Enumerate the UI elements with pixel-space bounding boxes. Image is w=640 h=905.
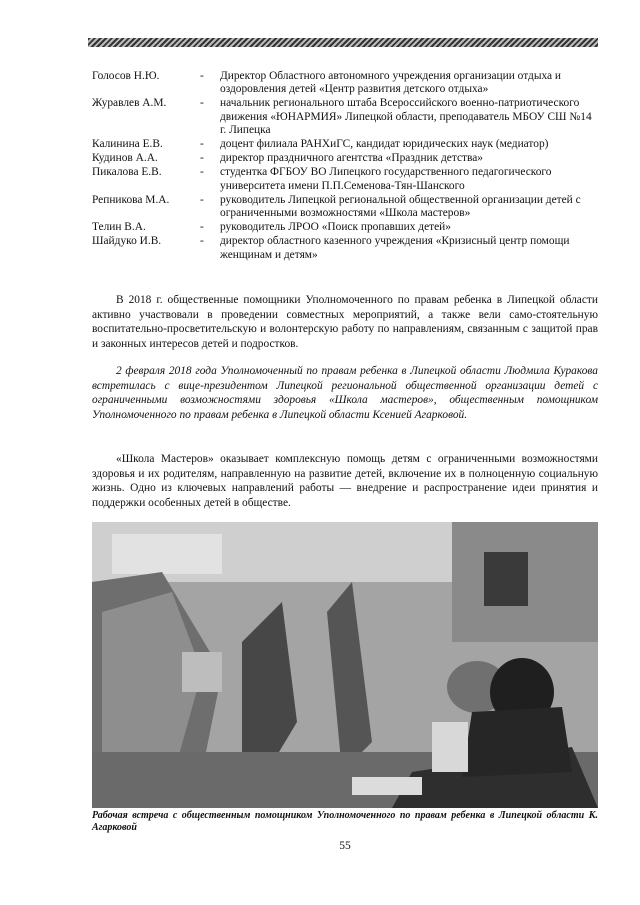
member-dash: - — [200, 235, 204, 248]
paragraph-school: «Школа Мастеров» оказывает комплексную помощь детям с ограниченными возможностями здоровья и их родителям, направленную на развитие детей, включение их в полноценную социальную жизнь. Одно из ключевых направлений работы — внедрение и распространение идеи принятия и поддержки особенных детей в обществе. — [92, 453, 598, 509]
member-name: Голосов Н.Ю. — [92, 70, 160, 82]
member-row — [92, 166, 598, 192]
member-name: Журавлев А.М. — [92, 97, 167, 110]
member-row — [92, 221, 598, 234]
member-role: руководитель Липецкой региональной общественной организации детей с ограниченными возможностями «Школа мастеров» — [220, 193, 581, 220]
member-dash: - — [200, 97, 204, 110]
member-name: Кудинов А.А. — [92, 152, 158, 165]
member-role: доцент филиала РАНХиГС, кандидат юридических наук (медиатор) — [220, 138, 549, 151]
member-row — [92, 97, 598, 137]
member-role: начальник регионального штаба Всероссийского военно-патриотического движения «ЮНАРМИЯ» Липецкой области, преподаватель МБОУ СШ №14 г. Липецка — [220, 97, 592, 136]
page-number: 55 — [339, 840, 351, 852]
member-name: Репникова М.А. — [92, 193, 170, 206]
member-row — [92, 235, 598, 261]
member-role: студентка ФГБОУ ВО Липецкого государственного педагогического университета имени П.П.Семенова-Тян-Шанского — [220, 166, 552, 192]
paragraph-activity: В 2018 г. общественные помощники Уполномоченного по правам ребенка в Липецкой области активно участвовали в проведении совместных мероприятий, а также вели само-стоятельную воспитательно-просветительскую и волонтерскую работу по направлениям, связанным с защитой прав и законных интересов детей и подростков. — [92, 294, 598, 350]
member-name: Калинина Е.В. — [92, 138, 163, 151]
member-role: руководитель ЛРОО «Поиск пропавших детей» — [220, 221, 451, 234]
member-name: Телин В.А. — [92, 221, 146, 234]
member-row — [92, 152, 598, 165]
members-list — [92, 70, 598, 263]
member-dash: - — [200, 138, 204, 151]
member-role: Директор Областного автономного учреждения организации отдыха и оздоровления детей «Центр развития детского отдыха» — [220, 70, 562, 96]
photo-caption: Рабочая встреча с общественным помощником Уполномоченного по правам ребенка в Липецкой области К. Агарковой — [92, 810, 598, 833]
member-row — [92, 194, 598, 220]
member-dash: - — [200, 70, 204, 82]
member-name: Шайдуко И.В. — [92, 235, 162, 248]
member-row — [92, 138, 598, 151]
member-name: Пикалова Е.В. — [92, 166, 162, 179]
member-dash: - — [200, 221, 204, 234]
meeting-photo — [92, 522, 598, 808]
paragraph-meeting: 2 февраля 2018 года Уполномоченный по правам ребенка в Липецкой области Людмила Куракова встретилась с вице-президентом Липецкой региональной общественной организации детей с ограниченными возможностями здоровья «Школа мастеров», общественным помощником Уполномоченного по правам ребенка в Липецкой области Ксенией Агарковой. — [92, 365, 598, 421]
member-dash: - — [200, 193, 204, 206]
member-dash: - — [200, 166, 204, 179]
member-role: директор областного казенного учреждения «Кризисный центр помощи женщинам и детям» — [220, 235, 570, 261]
member-role: директор праздничного агентства «Праздник детства» — [220, 152, 483, 165]
header-rule — [88, 38, 598, 47]
member-dash: - — [200, 152, 204, 165]
member-row — [92, 70, 598, 96]
